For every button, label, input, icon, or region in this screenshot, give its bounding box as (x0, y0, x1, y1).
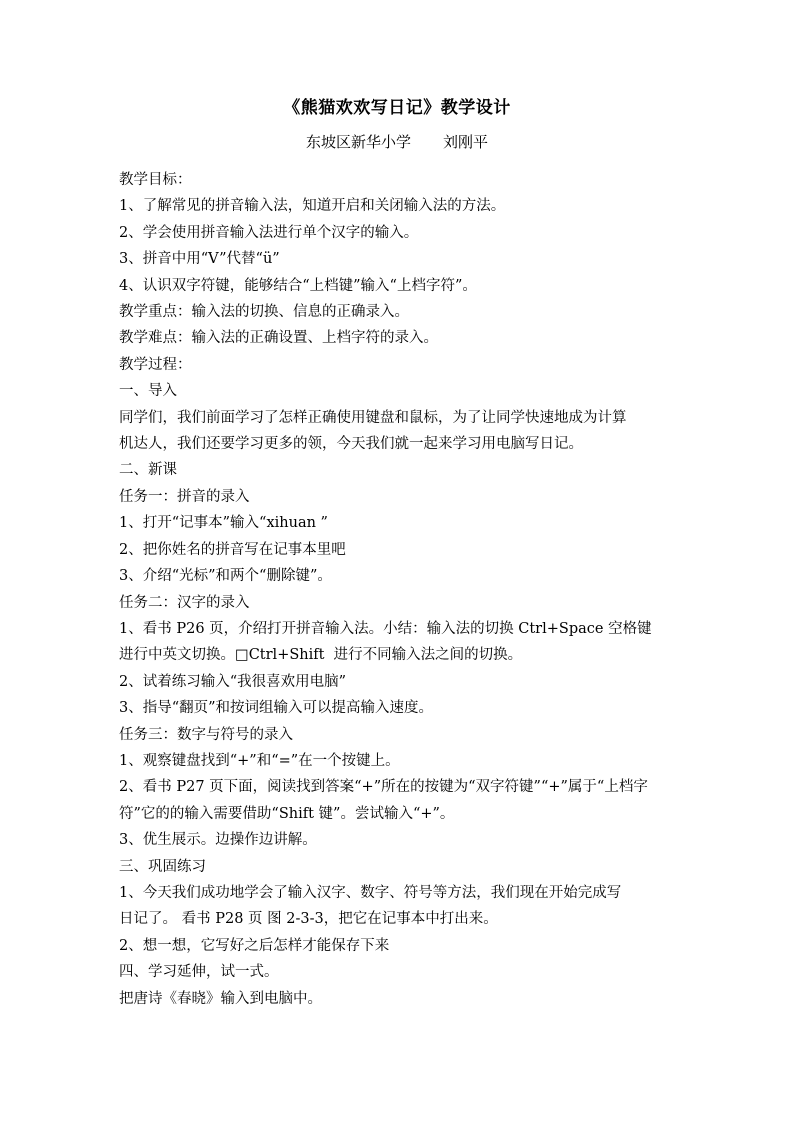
body-line: 教学难点：输入法的正确设置、上档字符的录入。 (119, 330, 438, 347)
body-line: 把唐诗《春晓》输入到电脑中。 (119, 990, 322, 1007)
body-line: 日记了。 看书 P28 页 图 2-3-3，把它在记事本中打出来。 (119, 911, 498, 928)
body-line: 1、观察键盘找到“+”和“=”在一个按键上。 (119, 752, 400, 769)
body-line: 2、学会使用拼音输入法进行单个汉字的输入。 (119, 224, 419, 241)
body-line: 二、新课 (119, 462, 177, 479)
body-line: 3、介绍“光标”和两个“删除键”。 (119, 568, 332, 585)
body-line: 同学们，我们前面学习了怎样正确使用键盘和鼠标，为了让同学快速地成为计算 (119, 409, 627, 426)
body-line: 3、优生展示。边操作边讲解。 (119, 832, 317, 849)
body-line: 任务二：汉字的录入 (119, 594, 250, 611)
body-line: 2、试着练习输入“我很喜欢用电脑” (119, 673, 347, 690)
body-line: 三、巩固练习 (119, 858, 206, 875)
body-line: 进行中英文切换。□Ctrl+Shift 进行不同输入法之间的切换。 (119, 647, 523, 664)
body-line: 教学过程： (119, 356, 192, 373)
body-line: 四、学习延伸，试一式。 (119, 964, 279, 981)
author-name: 刘刚平 (443, 133, 489, 151)
body-line: 任务一：拼音的录入 (119, 488, 250, 505)
body-line: 任务三：数字与符号的录入 (119, 726, 293, 743)
body-line: 教学重点：输入法的切换、信息的正确录入。 (119, 304, 409, 321)
body-line: 1、打开“记事本”输入“xihuan ” (119, 515, 328, 532)
body-line: 2、看书 P27 页下面，阅读找到答案“+”所在的按键为“双字符键”“+”属于“上档字 (119, 779, 648, 796)
body-line: 2、把你姓名的拼音写在记事本里吧 (119, 541, 346, 558)
body-line: 机达人，我们还要学习更多的领，今天我们就一起来学习用电脑写日记。 (119, 436, 583, 453)
body-line: 1、看书 P26 页，介绍打开拼音输入法。小结：输入法的切换 Ctrl+Space 空格键 (119, 620, 652, 637)
document-body (119, 167, 679, 1012)
body-line: 1、今天我们成功地学会了输入汉字、数字、符号等方法，我们现在开始完成写 (119, 884, 622, 901)
body-line: 3、指导“翻页”和按词组输入可以提高输入速度。 (119, 700, 434, 717)
body-line: 4、认识双字符键，能够结合“上档键”输入“上档字符”。 (119, 277, 477, 294)
author-line (0, 130, 794, 154)
document-title: 《熊猫欢欢写日记》教学设计 (283, 98, 511, 118)
school-name: 东坡区新华小学 (305, 133, 411, 151)
body-line: 一、导入 (119, 383, 177, 400)
body-line: 教学目标： (119, 172, 192, 188)
body-line: 符”它的的输入需要借助“Shift 键”。尝试输入“+”。 (119, 805, 455, 822)
body-line: 1、了解常见的拼音输入法，知道开启和关闭输入法的方法。 (119, 198, 506, 215)
body-line: 2、想一想，它写好之后怎样才能保存下来 (119, 937, 390, 954)
body-line: 3、拼音中用“V”代替“ü” (119, 251, 280, 268)
